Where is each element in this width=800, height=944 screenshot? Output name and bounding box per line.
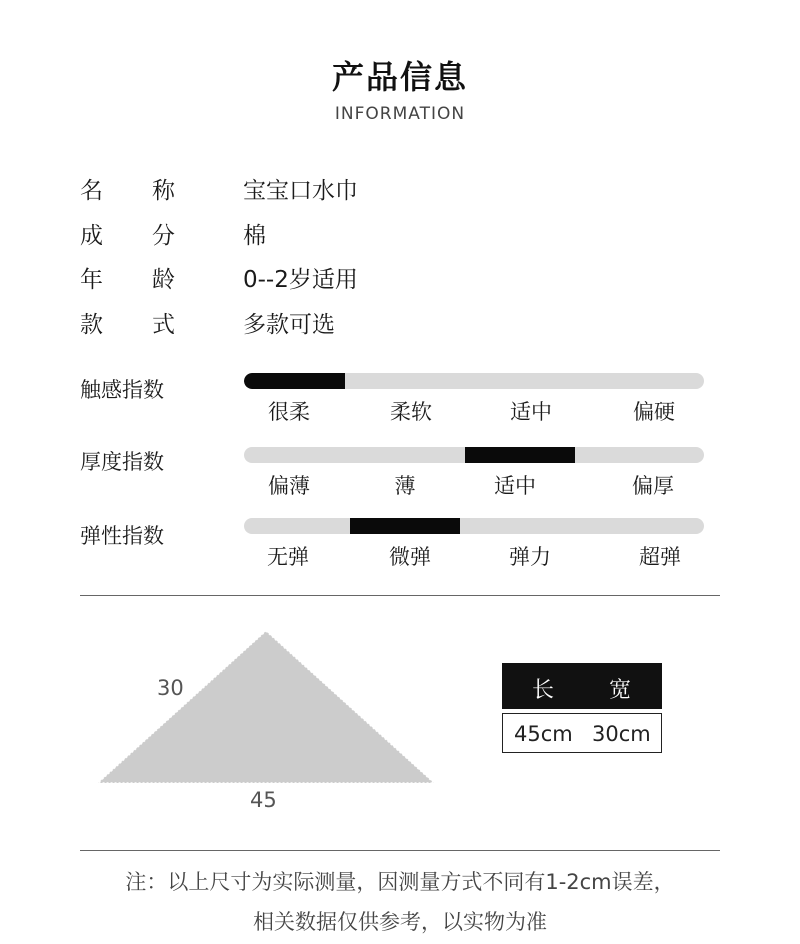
- metric-bar-elasticity: [244, 518, 704, 534]
- metric-label-thickness: 厚度指数: [80, 450, 164, 474]
- scale-label: 偏厚: [632, 474, 674, 498]
- scale-label: 适中: [510, 400, 552, 424]
- info-key-char: 名: [80, 178, 103, 204]
- size-table: [502, 663, 662, 753]
- scale-label: 偏硬: [633, 400, 675, 424]
- note-line-2: 相关数据仅供参考，以实物为准: [253, 910, 547, 934]
- scale-label: 柔软: [390, 400, 432, 424]
- metric-bar-fill: [350, 518, 460, 534]
- info-key-char: 式: [152, 312, 175, 338]
- bib-triangle: [98, 631, 434, 783]
- scale-label: 适中: [494, 474, 536, 498]
- page-subtitle: INFORMATION: [334, 104, 466, 124]
- scale-label: 偏薄: [268, 474, 310, 498]
- info-value: 多款可选: [243, 312, 335, 338]
- metric-bar-touch: [244, 373, 704, 389]
- scale-label: 超弹: [639, 545, 681, 569]
- metric-bar-fill: [465, 447, 575, 463]
- info-value: 棉: [243, 223, 266, 249]
- info-key-char: 分: [152, 223, 175, 249]
- bib-shape-diagram: [90, 625, 450, 795]
- metric-label-elasticity: 弹性指数: [80, 524, 164, 548]
- info-value: 0--2岁适用: [243, 267, 358, 293]
- scale-label: 微弹: [389, 545, 431, 569]
- info-key-char: 龄: [152, 267, 175, 293]
- scale-label: 薄: [394, 474, 416, 498]
- metric-bar-fill: [244, 373, 345, 389]
- section-divider: [80, 850, 720, 851]
- note-line-1: 注：以上尺寸为实际测量，因测量方式不同有1-2cm误差，: [125, 870, 675, 894]
- info-key-char: 款: [80, 312, 103, 338]
- size-value-width: 30cm: [592, 722, 651, 746]
- scale-label: 弹力: [509, 545, 551, 569]
- side-dimension-label: 30: [157, 676, 184, 700]
- metric-label-touch: 触感指数: [80, 378, 164, 402]
- size-header-length: 长: [532, 678, 555, 703]
- section-divider: [80, 595, 720, 596]
- info-key-char: 称: [152, 178, 175, 204]
- info-key-char: 年: [80, 267, 103, 293]
- page-title: 产品信息: [331, 58, 468, 96]
- size-value-length: 45cm: [514, 722, 573, 746]
- size-table-values: [502, 713, 662, 753]
- base-dimension-label: 45: [250, 788, 277, 812]
- size-header-width: 宽: [609, 678, 632, 703]
- size-table-header: [502, 663, 662, 709]
- info-value: 宝宝口水巾: [243, 178, 358, 204]
- scale-label: 很柔: [268, 400, 310, 424]
- scale-label: 无弹: [267, 545, 309, 569]
- info-key-char: 成: [80, 223, 103, 249]
- metric-bar-thickness: [244, 447, 704, 463]
